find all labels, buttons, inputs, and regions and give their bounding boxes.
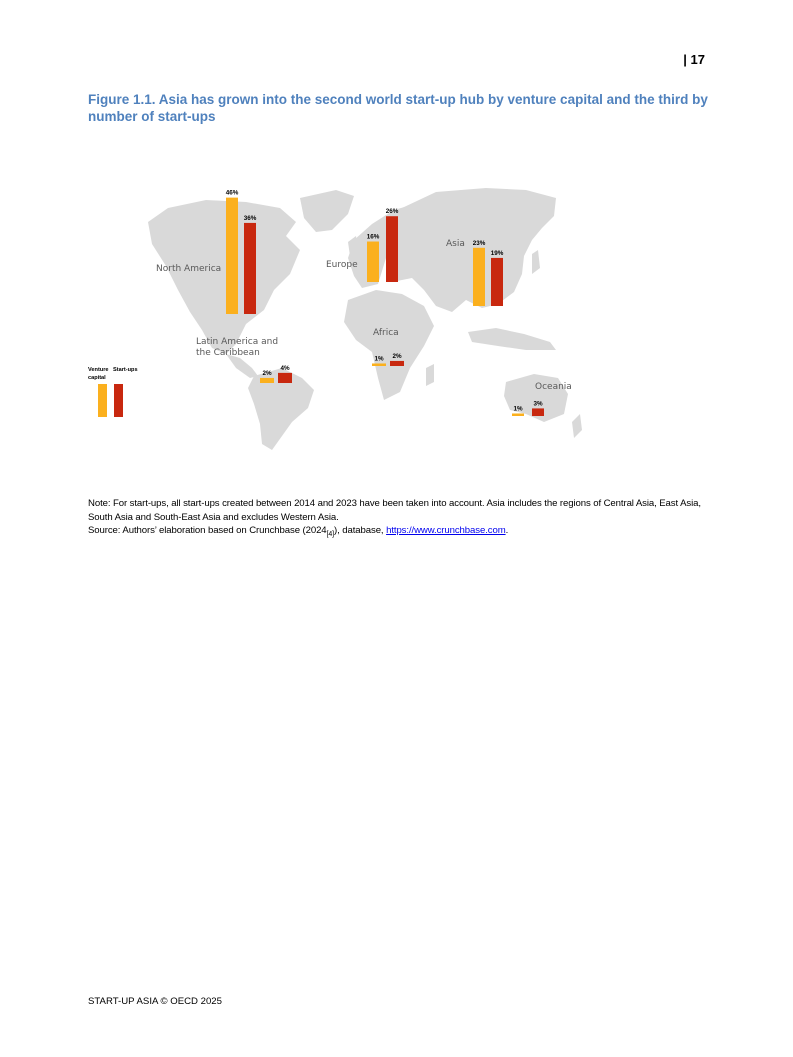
region-label-latin-america-and: the Caribbean	[196, 348, 260, 358]
data-label-oceania-venture-capital: 1%	[513, 405, 523, 413]
legend-label-venture-capital: Venture	[88, 367, 109, 373]
bar-north-america-start-ups	[244, 223, 256, 314]
data-label-asia-venture-capital: 23%	[472, 239, 486, 247]
world-map-chart	[86, 178, 606, 463]
note-label: Note:	[88, 498, 111, 509]
bar-oceania-venture-capital	[512, 413, 524, 416]
region-label-north-america: North America	[156, 264, 222, 274]
bar-latin-america-and-start-ups	[278, 373, 292, 383]
figure-title: Figure 1.1. Asia has grown into the second world start-up hub by venture capital and the third by number of start-ups	[88, 92, 708, 124]
note-line	[88, 497, 713, 524]
bar-asia-venture-capital	[473, 248, 485, 306]
data-label-latin-america-and-venture-capital: 2%	[262, 369, 272, 377]
bar-north-america-venture-capital	[226, 198, 238, 314]
source-text: Authors’ elaboration based on Crunchbase (2024	[122, 525, 327, 536]
page-number: | 17	[683, 52, 705, 67]
bar-oceania-start-ups	[532, 408, 544, 416]
data-label-latin-america-and-start-ups: 4%	[280, 364, 290, 372]
bar-africa-venture-capital	[372, 363, 386, 366]
bar-europe-start-ups	[386, 216, 398, 282]
source-text-after: ), database,	[334, 525, 387, 536]
data-label-europe-venture-capital: 16%	[366, 233, 380, 241]
note-text: For start-ups, all start-ups created between 2014 and 2023 have been taken into account. Asia includes the regions of Central Asia, East Asia, South Asia and South-East Asia and excludes Western Asia.	[88, 498, 701, 523]
bar-latin-america-and-venture-capital	[260, 378, 274, 383]
data-label-north-america-start-ups: 36%	[243, 214, 257, 222]
page-footer: START-UP ASIA © OECD 2025	[88, 996, 222, 1007]
region-label-oceania: Oceania	[535, 382, 572, 392]
legend-swatch-start-ups	[114, 384, 123, 417]
data-label-north-america-venture-capital: 46%	[225, 189, 239, 197]
source-end: .	[505, 525, 509, 536]
region-label-asia: Asia	[446, 239, 465, 249]
region-label-africa: Africa	[373, 328, 399, 338]
bar-europe-venture-capital	[367, 242, 379, 282]
region-label-europe: Europe	[326, 260, 358, 270]
figure-notes	[88, 497, 713, 541]
crunchbase-link[interactable]: https://www.crunchbase.com	[386, 525, 506, 536]
data-label-europe-start-ups: 26%	[385, 208, 399, 216]
data-label-oceania-start-ups: 3%	[533, 400, 543, 408]
source-line	[88, 524, 713, 541]
legend-label-start-ups: Start-ups	[113, 367, 138, 373]
region-label-latin-america-and: Latin America and	[196, 337, 279, 347]
data-label-africa-start-ups: 2%	[392, 352, 402, 360]
source-label: Source:	[88, 525, 121, 536]
source-reference: [4]	[326, 530, 335, 538]
bar-africa-start-ups	[390, 361, 404, 366]
legend-label-venture-capital: capital	[88, 375, 106, 381]
data-label-asia-start-ups: 19%	[490, 249, 504, 257]
legend-swatch-venture-capital	[98, 384, 107, 417]
data-label-africa-venture-capital: 1%	[374, 355, 384, 363]
bar-asia-start-ups	[491, 258, 503, 306]
